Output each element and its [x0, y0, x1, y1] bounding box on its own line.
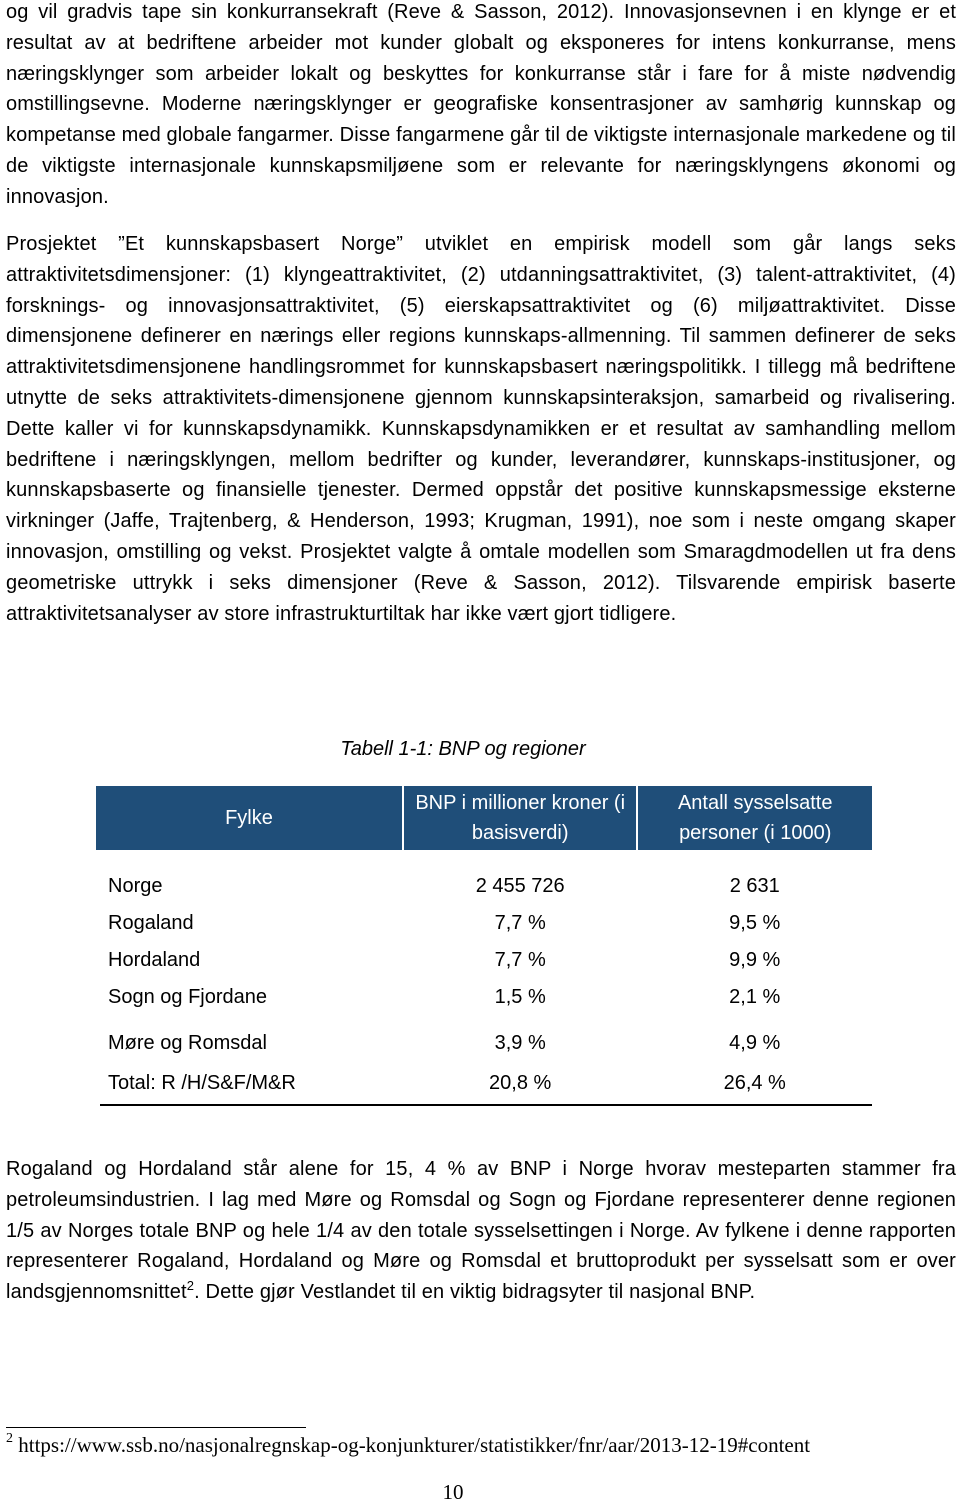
cell-bnp: 2 455 726 [475, 875, 565, 897]
body-paragraph-2: Prosjektet ”Et kunnskapsbasert Norge” utviklet en empirisk modell som går langs seks attraktivitetsdimensjoner: (1) klyngeattraktivitet, (2) utdanningsattraktivitet, (3) talent-attraktivitet, (4) forsknings- og innovasjonsattraktivitet, (5) eierskapsattraktivitet og (6) miljøattraktivitet. Disse dimensjonene definerer en nærings eller regions kunnskaps-allmenning. Til sammen definerer de seks attraktivitetsdimensjonene handlingsrommet for kunnskapsbasert næringspolitikk. I tillegg må bedriftene utnytte de seks attraktivitets-dimensjonene gjennom kunnskapsinteraksjon, samarbeid og rivalisering. Dette kaller vi for kunnskapsdynamikk. Kunnskapsdynamikken er et resultat av samhandling mellom bedriftene i næringsklyngen, mellom bedrifter og kunder, leverandører, kunnskaps-institusjoner, og kunnskapsbaserte og finansielle tjenester. Dermed oppstår det positive kunnskapsmessige eksterne virkninger (Jaffe, Trajtenberg, & Henderson, 1993; Krugman, 1991), noe som i neste omgang skaper innovasjon, omstilling og vekst. Prosjektet valgte å omtale modellen som Smaragdmodellen ut fra dens geometriske uttrykk i seks dimensjoner (Reve & Sasson, 2012). Tilsvarende empirisk baserte attraktivitetsanalyser av store infrastrukturtiltak har ikke vært gjort tidligere. [6, 233, 956, 625]
paragraph-3-part-a: Rogaland og Hordaland står alene for 15, 4 % av BNP i Norge hvorav mesteparten stammer fra petroleumsindustrien. I lag med Møre og Romsdal og Sogn og Fjordane representerer denne regionen 1/5 av Norges totale BNP og hele 1/4 av den totale sysselsettingen i Norge. Av fylkene i denne rapporten representerer Rogaland, Hordaland og Møre og Romsdal et bruttoprodukt per sysselsatt som er over landsgjennomsnittet [6, 1158, 956, 1304]
footnote-marker: 2 [6, 1431, 13, 1446]
cell-bnp: 20,8 % [489, 1072, 552, 1094]
header-fylke: Fylke [96, 786, 403, 850]
paragraph-1-part-b: Disse fangarmene går til de viktigste internasjonale markedene og til de viktigste internasjonale kunnskapsmiljøene som er relevante for næringsklyngens økonomi og innovasjon. [6, 124, 956, 208]
table-row [96, 850, 872, 905]
table-header-row [96, 786, 872, 850]
cell-sysselsatte: 2,1 % [729, 986, 781, 1008]
cell-region: Hordaland [108, 949, 201, 971]
cell-region: Sogn og Fjordane [108, 986, 268, 1008]
cell-sysselsatte: 9,5 % [729, 912, 781, 934]
cell-region: Rogaland [108, 912, 194, 934]
paragraph-1-part-a: og vil gradvis tape sin konkurransekraft (Reve & Sasson, 2012). Innovasjonsevnen i en klynge er et resultat av at bedriftene arbeider mot kunder globalt og eksponeres for intens konkurranse, mens næringsklynger som arbeider lokalt og beskyttes for konkurranse står i fare for å miste nødvendig omstillingsevne. Moderne næringsklynger er geografiske konsentrasjoner av samhørig kunnskap og kompetanse med globale fangarmer. [6, 1, 956, 147]
table-row [96, 905, 872, 942]
footnote [6, 1433, 810, 1458]
cell-bnp: 7,7 % [494, 949, 546, 971]
cell-sysselsatte: 2 631 [729, 875, 780, 897]
table-row-total [96, 1065, 872, 1102]
footnote-link[interactable]: https://www.ssb.no/nasjonalregnskap-og-konjunkturer/statistikker/fnr/aar/2013-12-19#content [13, 1433, 811, 1457]
table-row [96, 942, 872, 979]
cell-region: Norge [108, 875, 163, 897]
cell-bnp: 7,7 % [494, 912, 546, 934]
table-row [96, 979, 872, 1016]
cell-sysselsatte: 4,9 % [729, 1032, 781, 1054]
footnote-separator [6, 1427, 306, 1428]
cell-region: Møre og Romsdal [108, 1032, 267, 1054]
paragraph-3-part-b: . Dette gjør Vestlandet til en viktig bidragsyter til nasjonal BNP. [194, 1281, 756, 1304]
header-bnp: BNP i millioner kroner (i basisverdi) [403, 786, 638, 850]
cell-region: Total: R /H/S&F/M&R [108, 1072, 296, 1094]
table-bottom-rule [100, 1104, 872, 1106]
cell-bnp: 1,5 % [494, 986, 546, 1008]
cell-sysselsatte: 26,4 % [723, 1072, 786, 1094]
header-sysselsatte: Antall sysselsatte personer (i 1000) [637, 786, 872, 850]
cell-bnp: 3,9 % [494, 1032, 546, 1054]
table-row [96, 1016, 872, 1065]
body-paragraph-3 [6, 1154, 956, 1308]
page-number: 10 [442, 1480, 464, 1504]
bnp-table [96, 786, 872, 1102]
cell-sysselsatte: 9,9 % [729, 949, 781, 971]
table-caption: Tabell 1-1: BNP og regioner [340, 738, 586, 760]
footnote-reference[interactable]: 2 [186, 1278, 195, 1294]
body-paragraph-1 [6, 0, 956, 213]
